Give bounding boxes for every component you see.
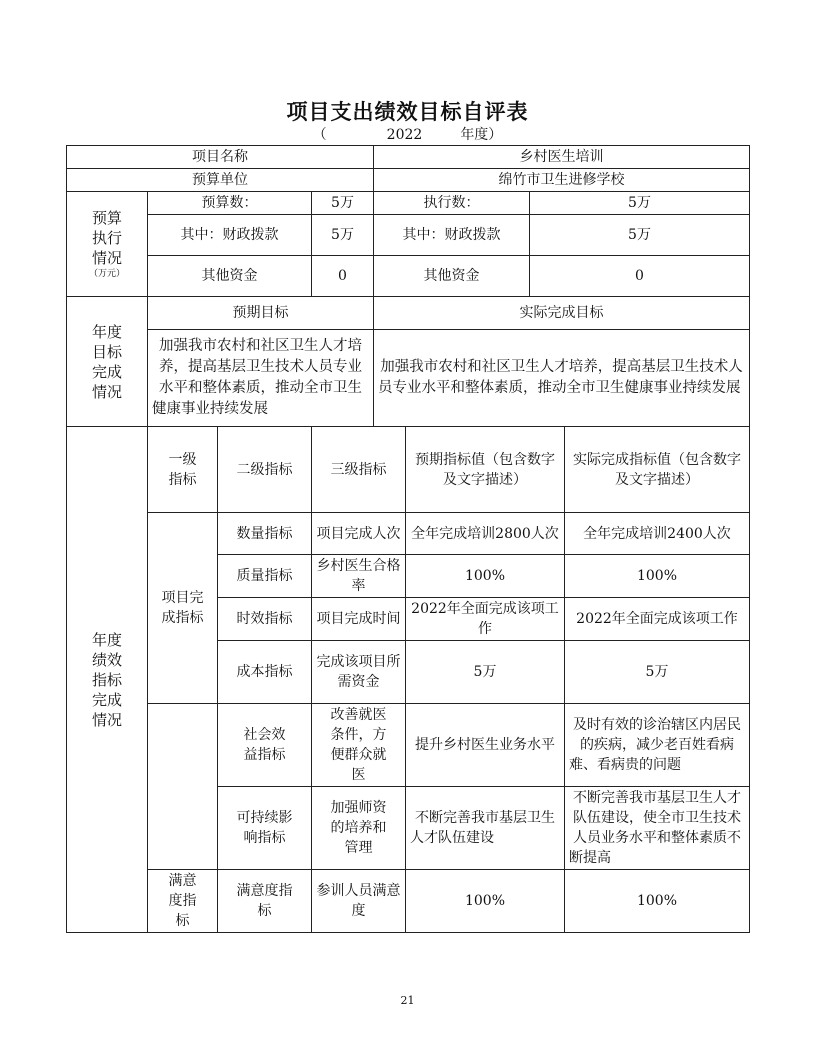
project-name-value: 乡村医生培训 (374, 146, 750, 169)
level3-header: 三级指标 (312, 427, 406, 513)
level2-cell: 成本指标 (218, 641, 312, 704)
year-value: 2022 (386, 127, 423, 143)
actual-value-cell: 2022年全面完成该项工作 (565, 598, 750, 641)
actual-value-header: 实际完成指标值（包含数字及文字描述） (565, 427, 750, 513)
level2-cell: 时效指标 (218, 598, 312, 641)
year-line (0, 124, 815, 144)
level2-cell: 可持续影响指标 (218, 787, 312, 870)
level3-cell: 参训人员满意度 (312, 870, 406, 933)
group-project-completion: 项目完成指标 (148, 513, 218, 704)
other-exec-label: 其他资金 (374, 256, 530, 297)
level3-cell: 加强师资的培养和管理 (312, 787, 406, 870)
indicator-row (67, 704, 750, 787)
year-open: （ (312, 127, 327, 143)
indicator-row (67, 870, 750, 933)
project-name-row (67, 146, 750, 169)
actual-value-cell: 5万 (565, 641, 750, 704)
budget-section-unit: （万元） (88, 269, 125, 279)
indicator-row (67, 513, 750, 555)
level3-cell: 改善就医条件，方便群众就医 (312, 704, 406, 787)
expected-value-cell: 100% (406, 870, 565, 933)
exec-total-value: 5万 (530, 192, 750, 215)
other-exec-value: 0 (530, 256, 750, 297)
actual-value-cell: 100% (565, 555, 750, 598)
level3-cell: 项目完成时间 (312, 598, 406, 641)
expected-value-cell: 100% (406, 555, 565, 598)
actual-value-cell: 及时有效的诊治辖区内居民的疾病，减少老百姓看病难、看病贵的问题 (565, 704, 750, 787)
actual-value-cell: 全年完成培训2400人次 (565, 513, 750, 555)
level3-cell: 乡村医生合格率 (312, 555, 406, 598)
project-name-label: 项目名称 (67, 146, 374, 169)
budget-unit-value: 绵竹市卫生进修学校 (374, 169, 750, 192)
level2-cell: 满意度指标 (218, 870, 312, 933)
actual-value-cell: 不断完善我市基层卫生人才队伍建设，使全市卫生技术人员业务水平和整体素质不断提高 (565, 787, 750, 870)
budget-section-label: 预算执行情况 （万元） (67, 192, 148, 297)
indicators-header-row (67, 427, 750, 513)
goals-header-row (67, 297, 750, 330)
fiscal-exec-value: 5万 (530, 215, 750, 256)
budget-total-row (67, 192, 750, 215)
budget-total-label: 预算数： (148, 192, 312, 215)
level3-cell: 完成该项目所需资金 (312, 641, 406, 704)
level2-header: 二级指标 (218, 427, 312, 513)
actual-goal-header: 实际完成目标 (374, 297, 750, 330)
budget-total-value: 5万 (312, 192, 374, 215)
other-label: 其他资金 (148, 256, 312, 297)
expected-value-header: 预期指标值（包含数字及文字描述） (406, 427, 565, 513)
page-title: 项目支出绩效目标自评表 (286, 100, 529, 124)
goals-text-row (67, 330, 750, 427)
group-effect-empty (148, 704, 218, 870)
level3-cell: 项目完成人次 (312, 513, 406, 555)
fiscal-exec-label: 其中：财政拨款 (374, 215, 530, 256)
budget-unit-row (67, 169, 750, 192)
expected-goal-header: 预期目标 (148, 297, 374, 330)
actual-value-cell: 100% (565, 870, 750, 933)
budget-other-row (67, 256, 750, 297)
expected-value-cell: 提升乡村医生业务水平 (406, 704, 565, 787)
level2-cell: 社会效益指标 (218, 704, 312, 787)
expected-value-cell: 不断完善我市基层卫生人才队伍建设 (406, 787, 565, 870)
other-budget-value: 0 (312, 256, 374, 297)
group-satisfaction: 满意度指标 (148, 870, 218, 933)
level2-cell: 数量指标 (218, 513, 312, 555)
actual-goal-text: 加强我市农村和社区卫生人才培养，提高基层卫生技术人员专业水平和整体素质，推动全市卫生健康事业持续发展 (374, 330, 750, 427)
level2-cell: 质量指标 (218, 555, 312, 598)
indicators-section-label: 年度绩效指标完成情况 (67, 427, 148, 933)
fiscal-label: 其中：财政拨款 (148, 215, 312, 256)
expected-value-cell: 5万 (406, 641, 565, 704)
year-unit: 年度） (460, 127, 503, 143)
evaluation-table (66, 145, 750, 933)
expected-value-cell: 2022年全面完成该项工作 (406, 598, 565, 641)
budget-unit-label: 预算单位 (67, 169, 374, 192)
fiscal-budget-value: 5万 (312, 215, 374, 256)
page-number: 21 (400, 994, 415, 1007)
level1-header: 一级指标 (148, 427, 218, 513)
budget-fiscal-row (67, 215, 750, 256)
expected-goal-text: 加强我市农村和社区卫生人才培养，提高基层卫生技术人员专业水平和整体素质，推动全市卫生健康事业持续发展 (148, 330, 374, 427)
exec-total-label: 执行数： (374, 192, 530, 215)
goals-section-label: 年度目标完成情况 (67, 297, 148, 427)
expected-value-cell: 全年完成培训2800人次 (406, 513, 565, 555)
